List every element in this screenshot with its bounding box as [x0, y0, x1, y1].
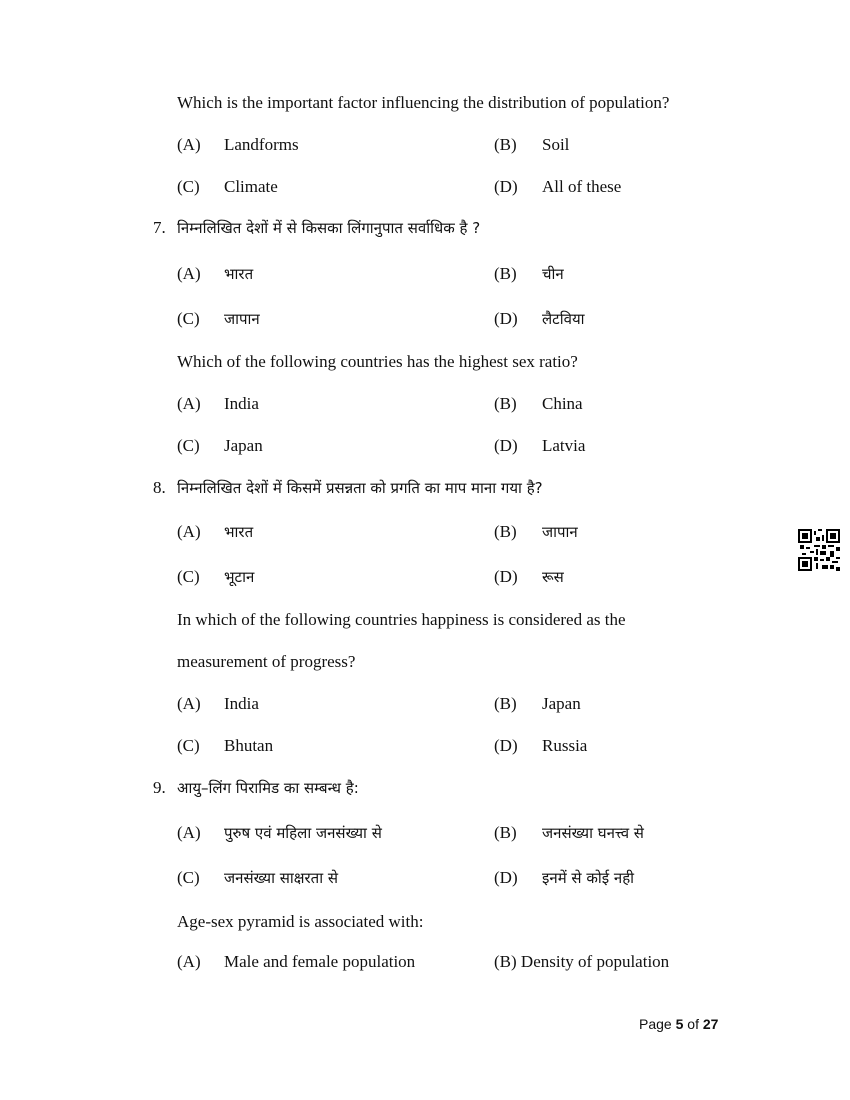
option-text[interactable]: Male and female population: [224, 952, 416, 971]
question-text-hindi: निम्नलिखित देशों में किसमें प्रसन्नता को प्रगति का माप माना गया है?: [177, 479, 543, 497]
option-label[interactable]: (A): [177, 823, 201, 842]
option-text[interactable]: Landforms: [224, 135, 299, 154]
option-label[interactable]: (D): [494, 567, 518, 586]
option-text[interactable]: इनमें से कोई नही: [542, 869, 635, 887]
option-label[interactable]: (A): [177, 522, 201, 541]
option-label[interactable]: (B): [494, 264, 517, 283]
question-number: 7.: [153, 218, 166, 237]
option-text[interactable]: China: [542, 394, 583, 413]
option-label[interactable]: (C): [177, 309, 200, 328]
question-text: measurement of progress?: [177, 652, 356, 671]
option-text[interactable]: All of these: [542, 177, 622, 196]
qr-code-icon: [798, 529, 840, 571]
option-text[interactable]: Japan: [224, 436, 263, 455]
option-text[interactable]: भारत: [224, 523, 254, 541]
option-text[interactable]: भूटान: [224, 568, 255, 586]
option-label[interactable]: (A): [177, 952, 201, 971]
option-text[interactable]: भारत: [224, 265, 254, 283]
option-label[interactable]: (A): [177, 394, 201, 413]
option-text[interactable]: रूस: [542, 568, 564, 586]
option-text[interactable]: लैटविया: [542, 310, 585, 328]
option-text[interactable]: Bhutan: [224, 736, 274, 755]
question-text: Which is the important factor influencing the distribution of population?: [177, 93, 670, 112]
option-label[interactable]: (B): [494, 394, 517, 413]
option-text[interactable]: (B) Density of population: [494, 952, 670, 971]
question-text-hindi: निम्नलिखित देशों में से किसका लिंगानुपात सर्वाधिक है ?: [177, 219, 481, 237]
option-text[interactable]: जापान: [224, 310, 260, 328]
option-text[interactable]: चीन: [542, 265, 564, 283]
option-label[interactable]: (C): [177, 567, 200, 586]
option-label[interactable]: (C): [177, 177, 200, 196]
option-text[interactable]: Climate: [224, 177, 278, 196]
option-label[interactable]: (D): [494, 436, 518, 455]
option-text[interactable]: Japan: [542, 694, 581, 713]
question-text-hindi: आयु–लिंग पिरामिड का सम्बन्ध है:: [177, 779, 359, 797]
option-text[interactable]: जापान: [542, 523, 578, 541]
option-text[interactable]: Soil: [542, 135, 570, 154]
question-text: Age-sex pyramid is associated with:: [177, 912, 424, 931]
option-text[interactable]: Latvia: [542, 436, 586, 455]
question-number: 8.: [153, 478, 166, 497]
option-text[interactable]: India: [224, 394, 259, 413]
option-label[interactable]: (B): [494, 694, 517, 713]
option-label[interactable]: (D): [494, 736, 518, 755]
option-label[interactable]: (D): [494, 309, 518, 328]
option-label[interactable]: (C): [177, 436, 200, 455]
option-label[interactable]: (A): [177, 264, 201, 283]
option-label[interactable]: (A): [177, 135, 201, 154]
question-number: 9.: [153, 778, 166, 797]
option-label[interactable]: (D): [494, 868, 518, 887]
option-text[interactable]: जनसंख्या साक्षरता से: [224, 869, 338, 887]
page-number: Page 5 of 27: [639, 1016, 719, 1032]
option-text[interactable]: Russia: [542, 736, 588, 755]
question-text: In which of the following countries happiness is considered as the: [177, 610, 626, 629]
option-label[interactable]: (B): [494, 823, 517, 842]
option-text[interactable]: India: [224, 694, 259, 713]
option-label[interactable]: (C): [177, 736, 200, 755]
option-label[interactable]: (B): [494, 135, 517, 154]
option-label[interactable]: (A): [177, 694, 201, 713]
option-label[interactable]: (B): [494, 522, 517, 541]
option-text[interactable]: जनसंख्या घनत्त्व से: [542, 824, 644, 842]
option-label[interactable]: (D): [494, 177, 518, 196]
option-text[interactable]: पुरुष एवं महिला जनसंख्या से: [224, 824, 382, 842]
option-label[interactable]: (C): [177, 868, 200, 887]
question-text: Which of the following countries has the highest sex ratio?: [177, 352, 578, 371]
